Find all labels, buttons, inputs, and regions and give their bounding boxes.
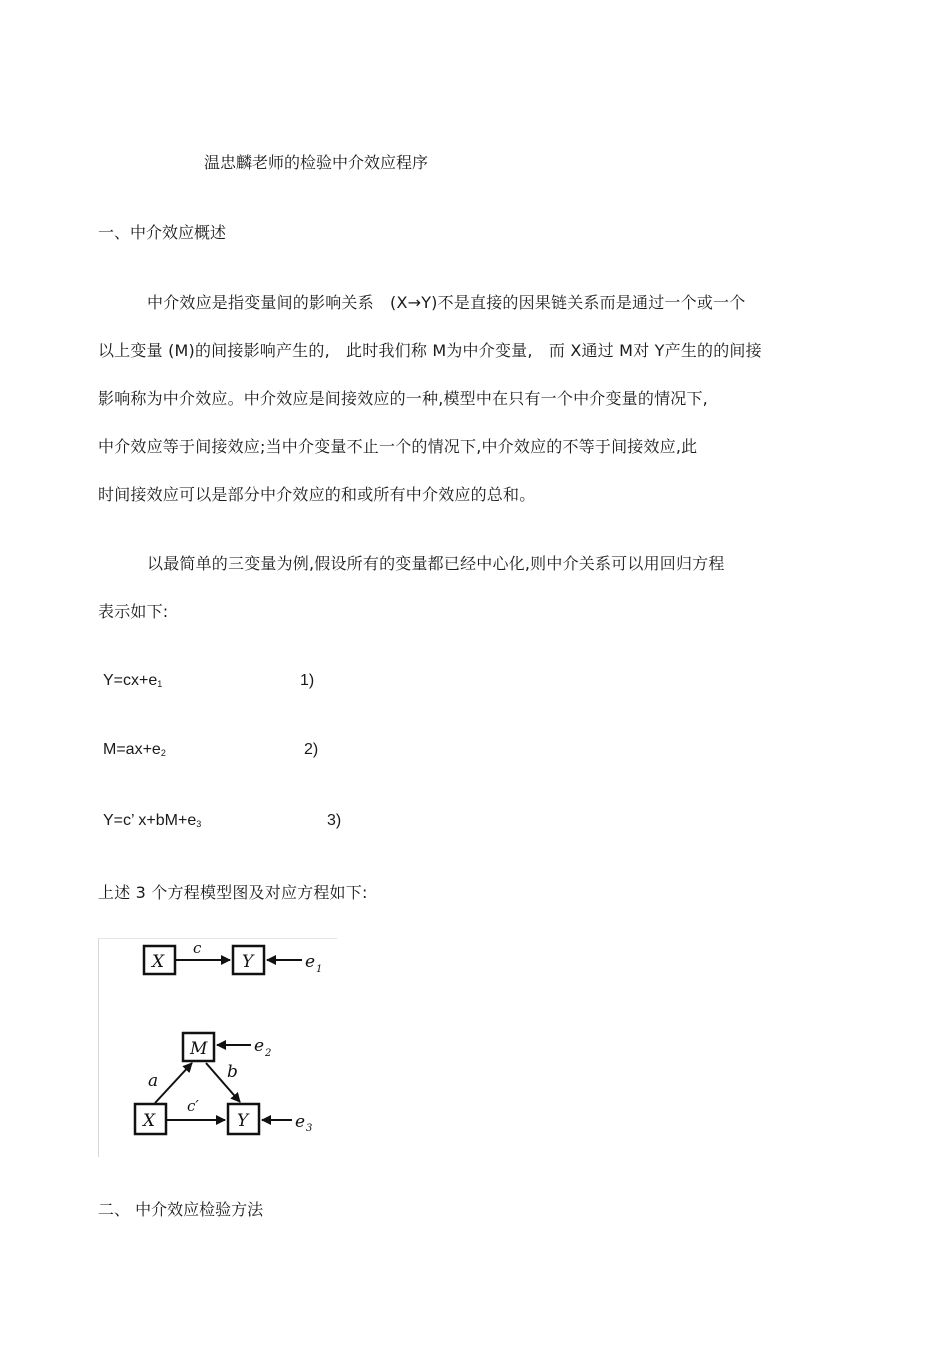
model-intro-text: 上述 3 个方程模型图及对应方程如下: xyxy=(98,883,368,902)
node-y2-label: Y xyxy=(237,1111,249,1131)
path-c-label: c xyxy=(193,939,202,957)
equation-subscript: 2 xyxy=(160,748,166,758)
error-e3-label: e xyxy=(295,1112,306,1132)
node-x-label: X xyxy=(152,952,165,972)
path-a-label: a xyxy=(148,1071,159,1091)
paragraph-line: 以上变量 (M)的间接影响产生的, 此时我们称 M为中介变量, 而 X通过 M对 Y产生的的间接 xyxy=(98,341,762,360)
error-e1-label: e xyxy=(305,952,316,972)
equation-2 xyxy=(103,741,166,759)
error-e2-subscript: 2 xyxy=(265,1048,272,1059)
equation-text: Y=c’ x+bM+e xyxy=(103,812,197,829)
diagram-svg xyxy=(99,939,337,1157)
paragraph-line: 时间接效应可以是部分中介效应的和或所有中介效应的总和。 xyxy=(98,485,536,504)
equation-subscript: 1 xyxy=(157,679,163,689)
equation-1 xyxy=(103,672,162,690)
error-e2-label: e xyxy=(254,1036,265,1056)
equation-number: 2) xyxy=(304,741,319,758)
error-e1-subscript: 1 xyxy=(316,964,323,975)
equation-number: 1) xyxy=(300,672,315,689)
paragraph-line: 中介效应是指变量间的影响关系 (X→Y)不是直接的因果链关系而是通过一个或一个 xyxy=(147,293,746,312)
error-e3-subscript: 3 xyxy=(306,1123,313,1134)
paragraph-line: 以最简单的三变量为例,假设所有的变量都已经中心化,则中介关系可以用回归方程 xyxy=(147,554,725,573)
equation-text: Y=cx+e xyxy=(103,672,158,689)
equation-number: 3) xyxy=(327,812,342,829)
mediation-model-diagram xyxy=(98,938,337,1157)
section-heading-overview: 一、中介效应概述 xyxy=(98,223,227,242)
equation-subscript: 3 xyxy=(196,819,202,829)
paragraph-line: 影响称为中介效应。中介效应是间接效应的一种,模型中在只有一个中介变量的情况下, xyxy=(98,389,708,408)
paragraph-line: 表示如下: xyxy=(98,602,169,621)
node-m-label: M xyxy=(190,1039,208,1059)
document-title: 温忠麟老师的检验中介效应程序 xyxy=(204,153,429,172)
section-heading-methods: 二、 中介效应检验方法 xyxy=(98,1200,264,1219)
paragraph-line: 中介效应等于间接效应;当中介变量不止一个的情况下,中介效应的不等于间接效应,此 xyxy=(98,437,698,456)
path-c-prime-label: c′ xyxy=(187,1097,199,1115)
path-b-label: b xyxy=(227,1062,238,1082)
equation-text: M=ax+e xyxy=(103,741,161,758)
node-y-label: Y xyxy=(242,952,254,972)
node-x2-label: X xyxy=(143,1111,156,1131)
equation-3 xyxy=(103,812,201,830)
